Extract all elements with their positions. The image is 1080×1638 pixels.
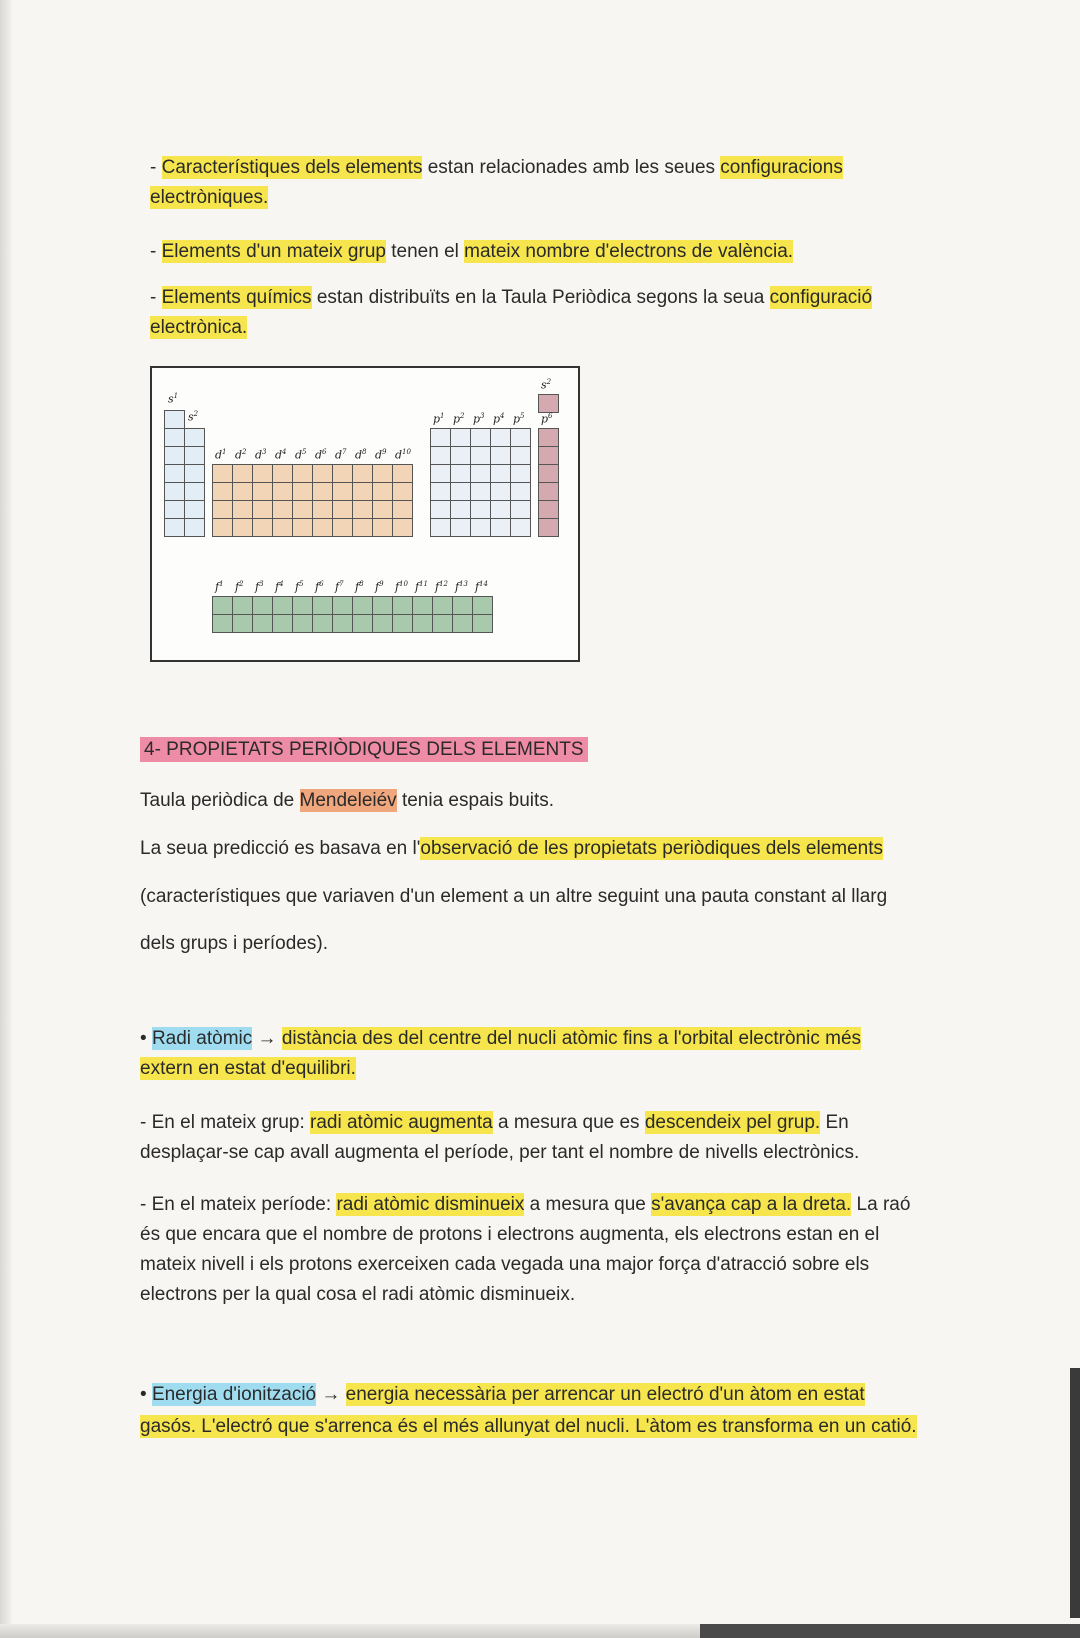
p-block-cell (490, 500, 511, 519)
noble-gas-cell (538, 482, 559, 501)
f-block-cell (392, 596, 413, 615)
background-bottom (700, 1624, 1080, 1638)
d-block-cell (212, 482, 233, 501)
s-block-cell (184, 500, 205, 519)
d-block-cell (332, 500, 353, 519)
d-label: $d^6$ (315, 448, 327, 462)
p-block-cell (510, 446, 531, 465)
f-label: $f^6$ (315, 580, 324, 594)
s-block-cell (164, 464, 185, 483)
p-block-cell (470, 428, 491, 447)
paragraph: dels grups i períodes). (140, 933, 328, 954)
highlight: electrònica. (150, 317, 248, 338)
d-block-cell (352, 464, 373, 483)
d-block-cell (352, 500, 373, 519)
p-block-cell (510, 428, 531, 447)
d-label: $d^1$ (215, 448, 227, 462)
radi-group: - En el mateix grup: radi atòmic augmenta a mesura que es descendeix pel grup. En (140, 1112, 849, 1133)
bullet-characteristics-cont (150, 185, 268, 211)
f-block-cell (292, 614, 313, 633)
p-label: $p^2$ (453, 412, 465, 426)
highlight: Elements d'un mateix grup (161, 241, 386, 262)
d-block-cell (272, 518, 293, 537)
d-block-cell (272, 482, 293, 501)
d-block-cell (372, 482, 393, 501)
f-block-cell (352, 596, 373, 615)
f-label: $f^3$ (255, 580, 264, 594)
d-block-cell (292, 500, 313, 519)
p-block-cell (510, 482, 531, 501)
s-label: $s^2$ (188, 410, 199, 424)
highlight: mateix nombre d'electrons de valència. (464, 241, 794, 262)
f-block-cell (232, 614, 253, 633)
f-block-cell (272, 614, 293, 633)
radi-group-cont: desplaçar-se cap avall augmenta el període, per tant el nombre de nivells electrònics. (140, 1142, 860, 1163)
d-block-cell (252, 464, 273, 483)
d-block-cell (312, 482, 333, 501)
paragraph: Taula periòdica de Mendeleiév tenia espais buits. (140, 790, 555, 811)
p-label: $p^6$ (541, 412, 553, 426)
p-block-cell (430, 500, 451, 519)
d-block-cell (212, 518, 233, 537)
f-block-cell (332, 614, 353, 633)
d-block-cell (292, 464, 313, 483)
s-block-cell (164, 500, 185, 519)
d-block-cell (252, 518, 273, 537)
energia-definition: • Energia d'ionització → energia necessària per arrencar un electró d'un àtom en estat (140, 1384, 865, 1405)
f-block-cell (472, 596, 493, 615)
s-block-cell (164, 482, 185, 501)
term-highlight: Energia d'ionització (151, 1384, 317, 1405)
d-label: $d^7$ (335, 448, 347, 462)
heading-highlight: 4- PROPIETATS PERIÒDIQUES DELS ELEMENTS (140, 737, 588, 762)
highlight: radi atòmic disminueix (336, 1194, 525, 1215)
f-label: $f^7$ (335, 580, 344, 594)
f-block-cell (312, 596, 333, 615)
f-block-cell (452, 614, 473, 633)
f-label: $f^9$ (375, 580, 384, 594)
highlight: configuració (769, 287, 873, 308)
p-block-cell (490, 482, 511, 501)
highlight: electròniques. (150, 187, 269, 208)
highlight: extern en estat d'equilibri. (140, 1058, 356, 1079)
noble-gas-cell (538, 394, 559, 413)
p-label: $p^4$ (493, 412, 505, 426)
highlight: configuracions (720, 157, 843, 178)
d-block-cell (332, 518, 353, 537)
f-block-cell (352, 614, 373, 633)
f-block-cell (272, 596, 293, 615)
highlight: s'avança cap a la dreta. (651, 1194, 852, 1215)
p-label: $p^5$ (513, 412, 525, 426)
he-label: $s^2$ (541, 378, 552, 392)
d-label: $d^4$ (275, 448, 287, 462)
d-block-cell (372, 464, 393, 483)
d-block-cell (352, 482, 373, 501)
p-block-cell (450, 464, 471, 483)
p-block-cell (430, 518, 451, 537)
highlight: distància des del centre del nucli atòmic fins a l'orbital electrònic més (281, 1028, 862, 1049)
f-block-cell (432, 596, 453, 615)
noble-gas-cell (538, 464, 559, 483)
p-block-cell (430, 464, 451, 483)
d-label: $d^3$ (255, 448, 267, 462)
d-block-cell (312, 500, 333, 519)
f-block-cell (372, 596, 393, 615)
f-block-cell (212, 614, 233, 633)
highlight: Característiques dels elements (161, 157, 423, 178)
f-block-cell (472, 614, 493, 633)
highlight: Elements químics (161, 287, 312, 308)
d-block-cell (212, 500, 233, 519)
d-block-cell (232, 518, 253, 537)
s-block-cell (184, 464, 205, 483)
d-label: $d^2$ (235, 448, 247, 462)
bullet-elements: - Elements químics estan distribuïts en la Taula Periòdica segons la seua configuració (150, 287, 873, 308)
p-block-cell (450, 518, 471, 537)
d-block-cell (232, 500, 253, 519)
p-block-cell (490, 464, 511, 483)
p-block-cell (450, 446, 471, 465)
f-block-cell (292, 596, 313, 615)
d-block-cell (312, 464, 333, 483)
section-heading (140, 737, 588, 763)
p-block-cell (470, 446, 491, 465)
energia-definition-cont (140, 1414, 917, 1440)
d-block-cell (292, 518, 313, 537)
radi-definition: • Radi atòmic → distància des del centre del nucli atòmic fins a l'orbital electrònic més (140, 1028, 862, 1049)
d-block-cell (272, 464, 293, 483)
f-label: $f^{11}$ (415, 580, 428, 594)
p-block-cell (490, 428, 511, 447)
s-label: $s^1$ (168, 392, 179, 406)
f-block-cell (452, 596, 473, 615)
paragraph: (característiques que variaven d'un element a un altre seguint una pauta constant al llarg (140, 886, 888, 907)
s-block-cell (164, 518, 185, 537)
f-label: $f^{13}$ (455, 580, 468, 594)
d-block-cell (212, 464, 233, 483)
f-block-cell (332, 596, 353, 615)
d-block-cell (252, 500, 273, 519)
radi-period-cont: electrons per la qual cosa el radi atòmic disminueix. (140, 1284, 576, 1305)
f-label: $f^{12}$ (435, 580, 448, 594)
d-label: $d^9$ (375, 448, 387, 462)
highlight: energia necessària per arrencar un electró d'un àtom en estat (345, 1384, 865, 1405)
f-label: $f^4$ (275, 580, 284, 594)
paragraph: La seua predicció es basava en l'observació de les propietats periòdiques dels elements (140, 838, 883, 859)
s-block-cell (184, 446, 205, 465)
p-block-cell (450, 428, 471, 447)
p-block-cell (490, 446, 511, 465)
p-block-cell (430, 482, 451, 501)
f-block-cell (432, 614, 453, 633)
d-block-cell (392, 482, 413, 501)
s-block-cell (164, 446, 185, 465)
d-block-cell (372, 518, 393, 537)
d-block-cell (392, 518, 413, 537)
f-label: $f^{10}$ (395, 580, 408, 594)
f-block-cell (252, 614, 273, 633)
f-block-cell (412, 596, 433, 615)
d-block-cell (272, 500, 293, 519)
bullet-elements-cont (150, 315, 247, 341)
f-block-cell (212, 596, 233, 615)
d-block-cell (332, 464, 353, 483)
highlight: radi atòmic augmenta (310, 1112, 493, 1133)
d-block-cell (292, 482, 313, 501)
d-block-cell (312, 518, 333, 537)
d-block-cell (372, 500, 393, 519)
paper-edge (0, 0, 12, 1638)
p-label: $p^3$ (473, 412, 485, 426)
background-corner (1070, 1368, 1080, 1618)
s-block-cell (184, 482, 205, 501)
p-block-cell (510, 464, 531, 483)
s-block-cell (184, 428, 205, 447)
p-block-cell (510, 518, 531, 537)
f-label: $f^1$ (215, 580, 224, 594)
f-label: $f^{14}$ (475, 580, 488, 594)
radi-period-cont: és que encara que el nombre de protons i electrons augmenta, els electrons estan en el (140, 1224, 880, 1245)
f-block-cell (312, 614, 333, 633)
p-block-cell (450, 500, 471, 519)
f-block-cell (372, 614, 393, 633)
d-block-cell (232, 482, 253, 501)
f-label: $f^8$ (355, 580, 364, 594)
p-block-cell (470, 482, 491, 501)
p-block-cell (430, 446, 451, 465)
highlight: gasós. L'electró que s'arrenca és el més allunyat del nucli. L'àtom es transforma en un catió. (140, 1416, 917, 1437)
d-block-cell (392, 500, 413, 519)
term-highlight: Radi atòmic (151, 1028, 253, 1049)
f-block-cell (412, 614, 433, 633)
radi-period-cont: mateix nivell i els protons exerceixen cada vegada una major força d'atracció sobre els (140, 1254, 870, 1275)
p-block-cell (470, 464, 491, 483)
p-label: $p^1$ (433, 412, 445, 426)
s-block-cell (164, 410, 185, 429)
radi-period: - En el mateix període: radi atòmic disminueix a mesura que s'avança cap a la dreta. La raó (140, 1194, 911, 1215)
p-block-cell (470, 500, 491, 519)
highlight: observació de les propietats periòdiques dels elements (420, 838, 883, 859)
d-block-cell (332, 482, 353, 501)
p-block-cell (430, 428, 451, 447)
radi-definition-cont (140, 1056, 356, 1082)
s-block-cell (164, 428, 185, 447)
bullet-groups: - Elements d'un mateix grup tenen el mateix nombre d'electrons de valència. (150, 241, 794, 262)
noble-gas-cell (538, 500, 559, 519)
d-label: $d^5$ (295, 448, 307, 462)
f-block-cell (232, 596, 253, 615)
d-block-cell (232, 464, 253, 483)
f-block-cell (252, 596, 273, 615)
p-block-cell (450, 482, 471, 501)
noble-gas-cell (538, 518, 559, 537)
d-block-cell (252, 482, 273, 501)
noble-gas-cell (538, 428, 559, 447)
highlight: descendeix pel grup. (644, 1112, 821, 1133)
f-label: $f^5$ (295, 580, 304, 594)
p-block-cell (470, 518, 491, 537)
p-block-cell (490, 518, 511, 537)
d-label: $d^{10}$ (395, 448, 411, 462)
f-label: $f^2$ (235, 580, 244, 594)
d-block-cell (392, 464, 413, 483)
noble-gas-cell (538, 446, 559, 465)
bullet-characteristics: - Característiques dels elements estan relacionades amb les seues configuracions (150, 157, 843, 178)
periodic-table-diagram (150, 366, 580, 662)
d-label: $d^8$ (355, 448, 367, 462)
p-block-cell (510, 500, 531, 519)
highlight: Mendeleiév (299, 790, 397, 811)
s-block-cell (184, 518, 205, 537)
d-block-cell (352, 518, 373, 537)
f-block-cell (392, 614, 413, 633)
